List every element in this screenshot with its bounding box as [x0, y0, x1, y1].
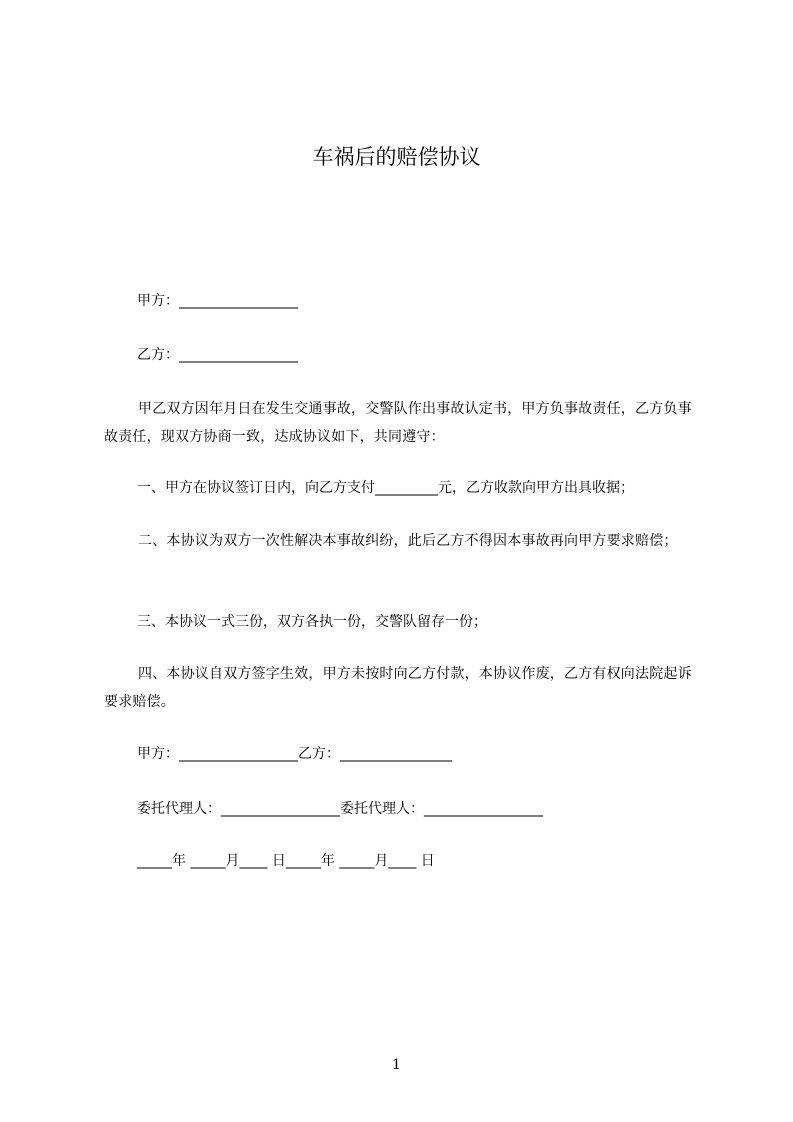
party-a-line: 甲方：_________________	[137, 293, 298, 309]
clause-1: 一、甲方在协议签订日内，向乙方支付_________元，乙方收款向甲方出具收据；	[137, 480, 634, 496]
clause-2: 二、本协议为双方一次性解决本事故纠纷，此后乙方不得因本事故再向甲方要求赔偿；	[138, 533, 678, 549]
document-title: 车祸后的赔偿协议	[312, 145, 481, 169]
signature-dates-line: _____年 _____月____ 日_____年 _____月____ 日	[137, 853, 435, 869]
intro-paragraph: 甲乙双方因年月日在发生交通事故，交警队作出事故认定书，甲方负事故责任，乙方负事故责任，现双方协商一致，达成协议如下，共同遵守：	[104, 401, 692, 445]
signature-agents-line: 委托代理人：_________________委托代理人：_________________	[137, 801, 543, 817]
page-number: 1	[392, 1057, 401, 1073]
signature-parties-line: 甲方：_________________乙方：________________	[137, 746, 452, 762]
clause-4: 四、本协议自双方签字生效，甲方未按时向乙方付款，本协议作废，乙方有权向法院起诉要求赔偿。	[104, 666, 692, 710]
party-b-line: 乙方：_________________	[137, 347, 298, 363]
clause-3: 三、本协议一式三份，双方各执一份，交警队留存一份；	[137, 614, 487, 630]
